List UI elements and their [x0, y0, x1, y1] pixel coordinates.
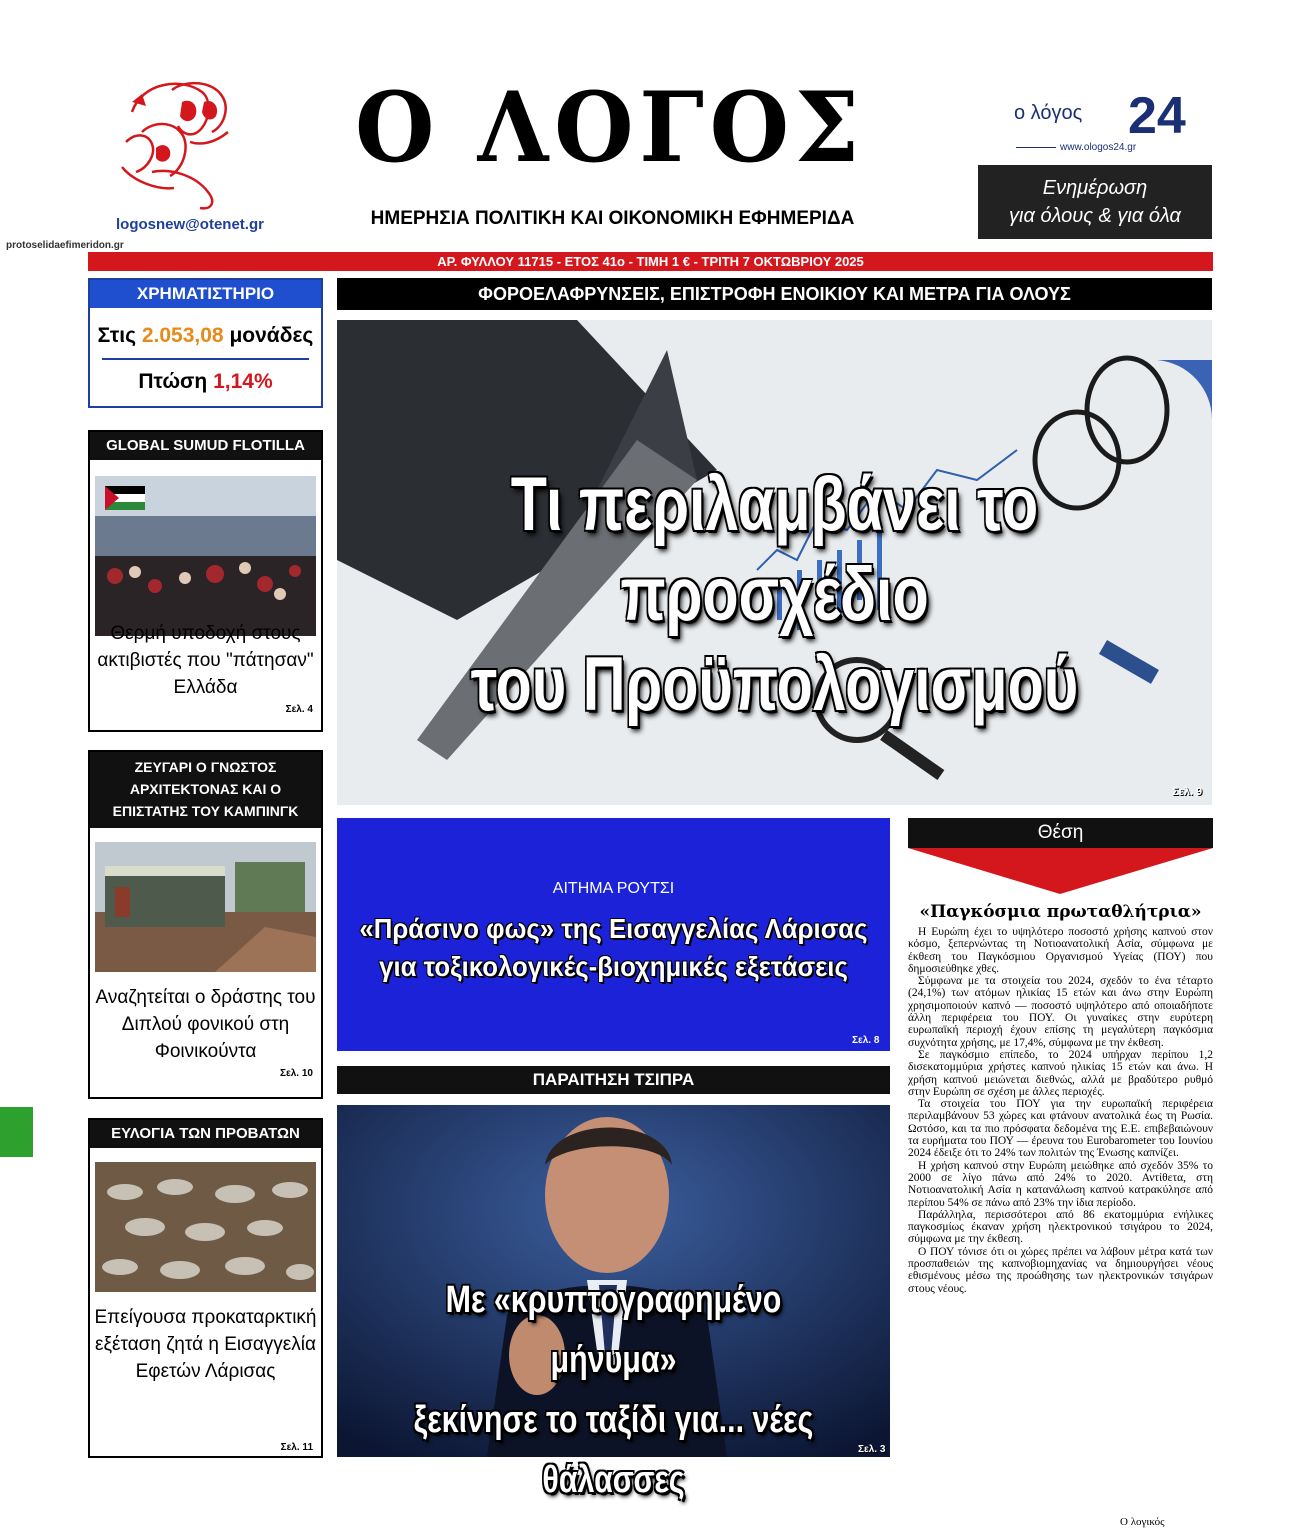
lead-kicker-bar: ΦΟΡΟΕΛΑΦΡΥΝΣΕΙΣ, ΕΠΙΣΤΡΟΦΗ ΕΝΟΙΚΙΟΥ ΚΑΙ ΜΕΤΡΑ ΓΙΑ ΟΛΟΥΣ [337, 278, 1212, 310]
editorial-signature: Ο λογικός [1120, 1516, 1165, 1528]
side-story-text: Αναζητείται ο δράστης του Διπλού φονικού στη Φοινικούντα [95, 987, 316, 1062]
masthead-tagline: ΗΜΕΡΗΣΙΑ ΠΟΛΙΤΙΚΗ ΚΑΙ ΟΙΚΟΝΟΜΙΚΗ ΕΦΗΜΕΡΙΔΑ [370, 208, 855, 229]
editorial-head: Θέση [908, 818, 1213, 848]
side-story-photo [95, 842, 316, 972]
editorial-paragraph: Τα στοιχεία του ΠΟΥ για την ευρωπαϊκή περιφέρεια περιλαμβάνουν 53 χώρες και φτάνουν ανατολικά έως τη Ρωσία. Ωστόσο, και τα πιο πρόσφατα δεδομένα της Ε.Ε. επιβεβαιώνουν τα ευρήματα του ΠΟΥ — έρευνα του Eurobarometer του Ιουνίου 2024 έδειξε ότι το 24% των πολιτών της Ένωσης καπνίζει. [908, 1098, 1213, 1160]
stock-prefix: Στις [97, 324, 137, 347]
side-story-head: ΕΥΛΟΓΙΑ ΤΩΝ ΠΡΟΒΑΤΩΝ [90, 1120, 321, 1148]
side-story-page: Σελ. 10 [280, 1068, 313, 1079]
logo24-rule [1016, 147, 1056, 148]
roussi-headline [359, 910, 868, 986]
slogan-box [978, 165, 1212, 239]
lead-headline-line-2: του Προϋπολογισμού [470, 642, 1079, 727]
stock-index-line [90, 324, 321, 348]
editorial-arrow-icon [908, 848, 1213, 894]
side-story-photo [95, 1162, 316, 1292]
side-story-photo [95, 476, 316, 636]
editorial-title: «Παγκόσμια πρωταθλήτρια» [919, 902, 1202, 922]
editorial-paragraph: Η χρήση καπνού στην Ευρώπη μειώθηκε από σχεδόν 35% το 2000 σε λίγο πάνω από 24% το 2020. Αντίθετα, στη Νοτιοανατολική Ασία η κατανάλωση καπνού κατρακύλησε από περίπου 54% σε πάνω από 23% την ίδια περίοδο. [908, 1159, 1213, 1209]
logo24-number: 24 [1128, 87, 1186, 145]
side-story-head: GLOBAL SUMUD FLOTILLA [90, 432, 321, 460]
stock-change-label: Πτώση [138, 370, 208, 393]
site-credit: protoselidaefimeridon.gr [6, 240, 124, 251]
roussi-story-box[interactable] [337, 818, 890, 1051]
side-story-text: Θερμή υποδοχή στους ακτιβιστές που "πάτησαν" Ελλάδα [97, 623, 314, 698]
newspaper-emblem [112, 72, 247, 212]
side-story-page: Σελ. 4 [285, 704, 313, 715]
slogan-line-2: για όλους & για όλα [1009, 205, 1181, 227]
lead-page-ref: Σελ. 9 [1172, 786, 1203, 798]
masthead-title: Ο ΛΟΓΟΣ [355, 71, 865, 184]
stock-value: 2.053,08 [141, 324, 224, 347]
lead-headline[interactable] [433, 460, 1116, 730]
tsipras-page-ref: Σελ. 3 [858, 1444, 886, 1455]
logo24-brand[interactable] [1010, 87, 1210, 162]
stock-market-box [88, 278, 323, 408]
editorial-paragraph: Ο ΠΟΥ τόνισε ότι οι χώρες πρέπει να λάβουν μέτρα κατά των προσπαθειών της καπνοβιομηχανίας να δημιουργήσει νέους εθισμένους μέσω της προώθησης των ηλεκτρονικών τσιγάρων στους νέους. [908, 1245, 1213, 1295]
contact-email[interactable]: logosnew@otenet.gr [116, 216, 264, 233]
roussi-headline-line-2: για τοξικολογικές-βιοχημικές εξετάσεις [379, 951, 848, 982]
editorial-body [908, 926, 1213, 1295]
side-story-text: Επείγουσα προκαταρκτική εξέταση ζητά η Εισαγγελία Εφετών Λάρισας [94, 1307, 317, 1382]
green-tab[interactable] [0, 1107, 33, 1157]
roussi-page-ref: Σελ. 8 [852, 1035, 880, 1046]
issue-info-bar: ΑΡ. ΦΥΛΛΟΥ 11715 - ΕΤΟΣ 41ο - ΤΙΜΗ 1 € - ΤΡΙΤΗ 7 ΟΚΤΩΒΡΙΟΥ 2025 [88, 252, 1213, 271]
tsipras-headline-line-1: Με «κρυπτογραφημένο μήνυμα» [445, 1279, 782, 1381]
roussi-headline-line-1: «Πράσινο φως» της Εισαγγελίας Λάρισας [359, 913, 868, 944]
stock-title: ΧΡΗΜΑΤΙΣΤΗΡΙΟ [90, 280, 321, 308]
tsipras-headline[interactable] [392, 1270, 834, 1510]
editorial-paragraph: Η Ευρώπη έχει το υψηλότερο ποσοστό χρήσης καπνού στον κόσμο, ξεπερνώντας τη Νοτιοανατολική Ασία, σύμφωνα με έκθεση του Παγκόσμιου Οργανισμού Υγείας (ΠΟΥ) που δημοσιεύθηκε χθες. [908, 926, 1213, 975]
stock-divider [102, 358, 309, 360]
side-story-murder[interactable] [88, 750, 323, 1099]
side-story-flotilla[interactable] [88, 430, 323, 732]
lead-headline-line-1: Τι περιλαμβάνει το προσχέδιο [510, 462, 1039, 637]
logo24-name: ο λόγος [1014, 102, 1083, 124]
tsipras-kicker-bar: ΠΑΡΑΙΤΗΣΗ ΤΣΙΠΡΑ [337, 1066, 890, 1094]
stock-suffix: μονάδες [229, 324, 314, 347]
side-story-sheep[interactable] [88, 1118, 323, 1458]
stock-change-line [90, 370, 321, 394]
logo24-url[interactable]: www.ologos24.gr [1060, 142, 1137, 153]
tsipras-headline-line-2: ξεκίνησε το ταξίδι για... νέες θάλασσες [413, 1399, 814, 1501]
side-story-page: Σελ. 11 [280, 1442, 313, 1453]
editorial-paragraph: Σε παγκόσμιο επίπεδο, το 2024 υπήρχαν περίπου 1,2 δισεκατομμύρια χρήστες καπνού ηλικίας 15 ετών και άνω. Η χρήση καπνού μειώνεται διεθνώς, αλλά με βραδύτερο ρυθμό στην Ευρώπη σε σχέση με άλλες περιοχές. [908, 1048, 1213, 1098]
editorial-paragraph: Παράλληλα, περισσότεροι από 86 εκατομμύρια ενήλικες παγκοσμίως έκαναν χρήση ηλεκτρονικού τσιγάρου το 2024, σύμφωνα με την έκθεση. [908, 1208, 1213, 1246]
stock-change-value: 1,14% [213, 370, 273, 393]
roussi-kicker: ΑΙΤΗΜΑ ΡΟΥΤΣΙ [552, 880, 675, 897]
side-story-head: ΖΕΥΓΑΡΙ Ο ΓΝΩΣΤΟΣ ΑΡΧΙΤΕΚΤΟΝΑΣ ΚΑΙ Ο ΕΠΙΣΤΑΤΗΣ ΤΟΥ ΚΑΜΠΙΝΓΚ [90, 752, 321, 828]
slogan-line-1: Ενημέρωση [1042, 177, 1148, 199]
editorial-paragraph: Σύμφωνα με τα στοιχεία του 2024, σχεδόν το ένα τέταρτο (24,1%) των ατόμων ηλικίας 15 ετών και άνω στην Ευρώπη χρησιμοποιούν καπνό — ποσοστό υψηλότερο από οποιαδήποτε άλλη περιφέρεια του ΠΟΥ. Οι γυναίκες στην ευρύτερη ευρωπαϊκή περιοχή έχουν επίσης τη μεγαλύτερη παγκόσμια συχνότητα χρήσης, με 17,4%, σύμφωνα με την έκθεση. [908, 975, 1213, 1049]
